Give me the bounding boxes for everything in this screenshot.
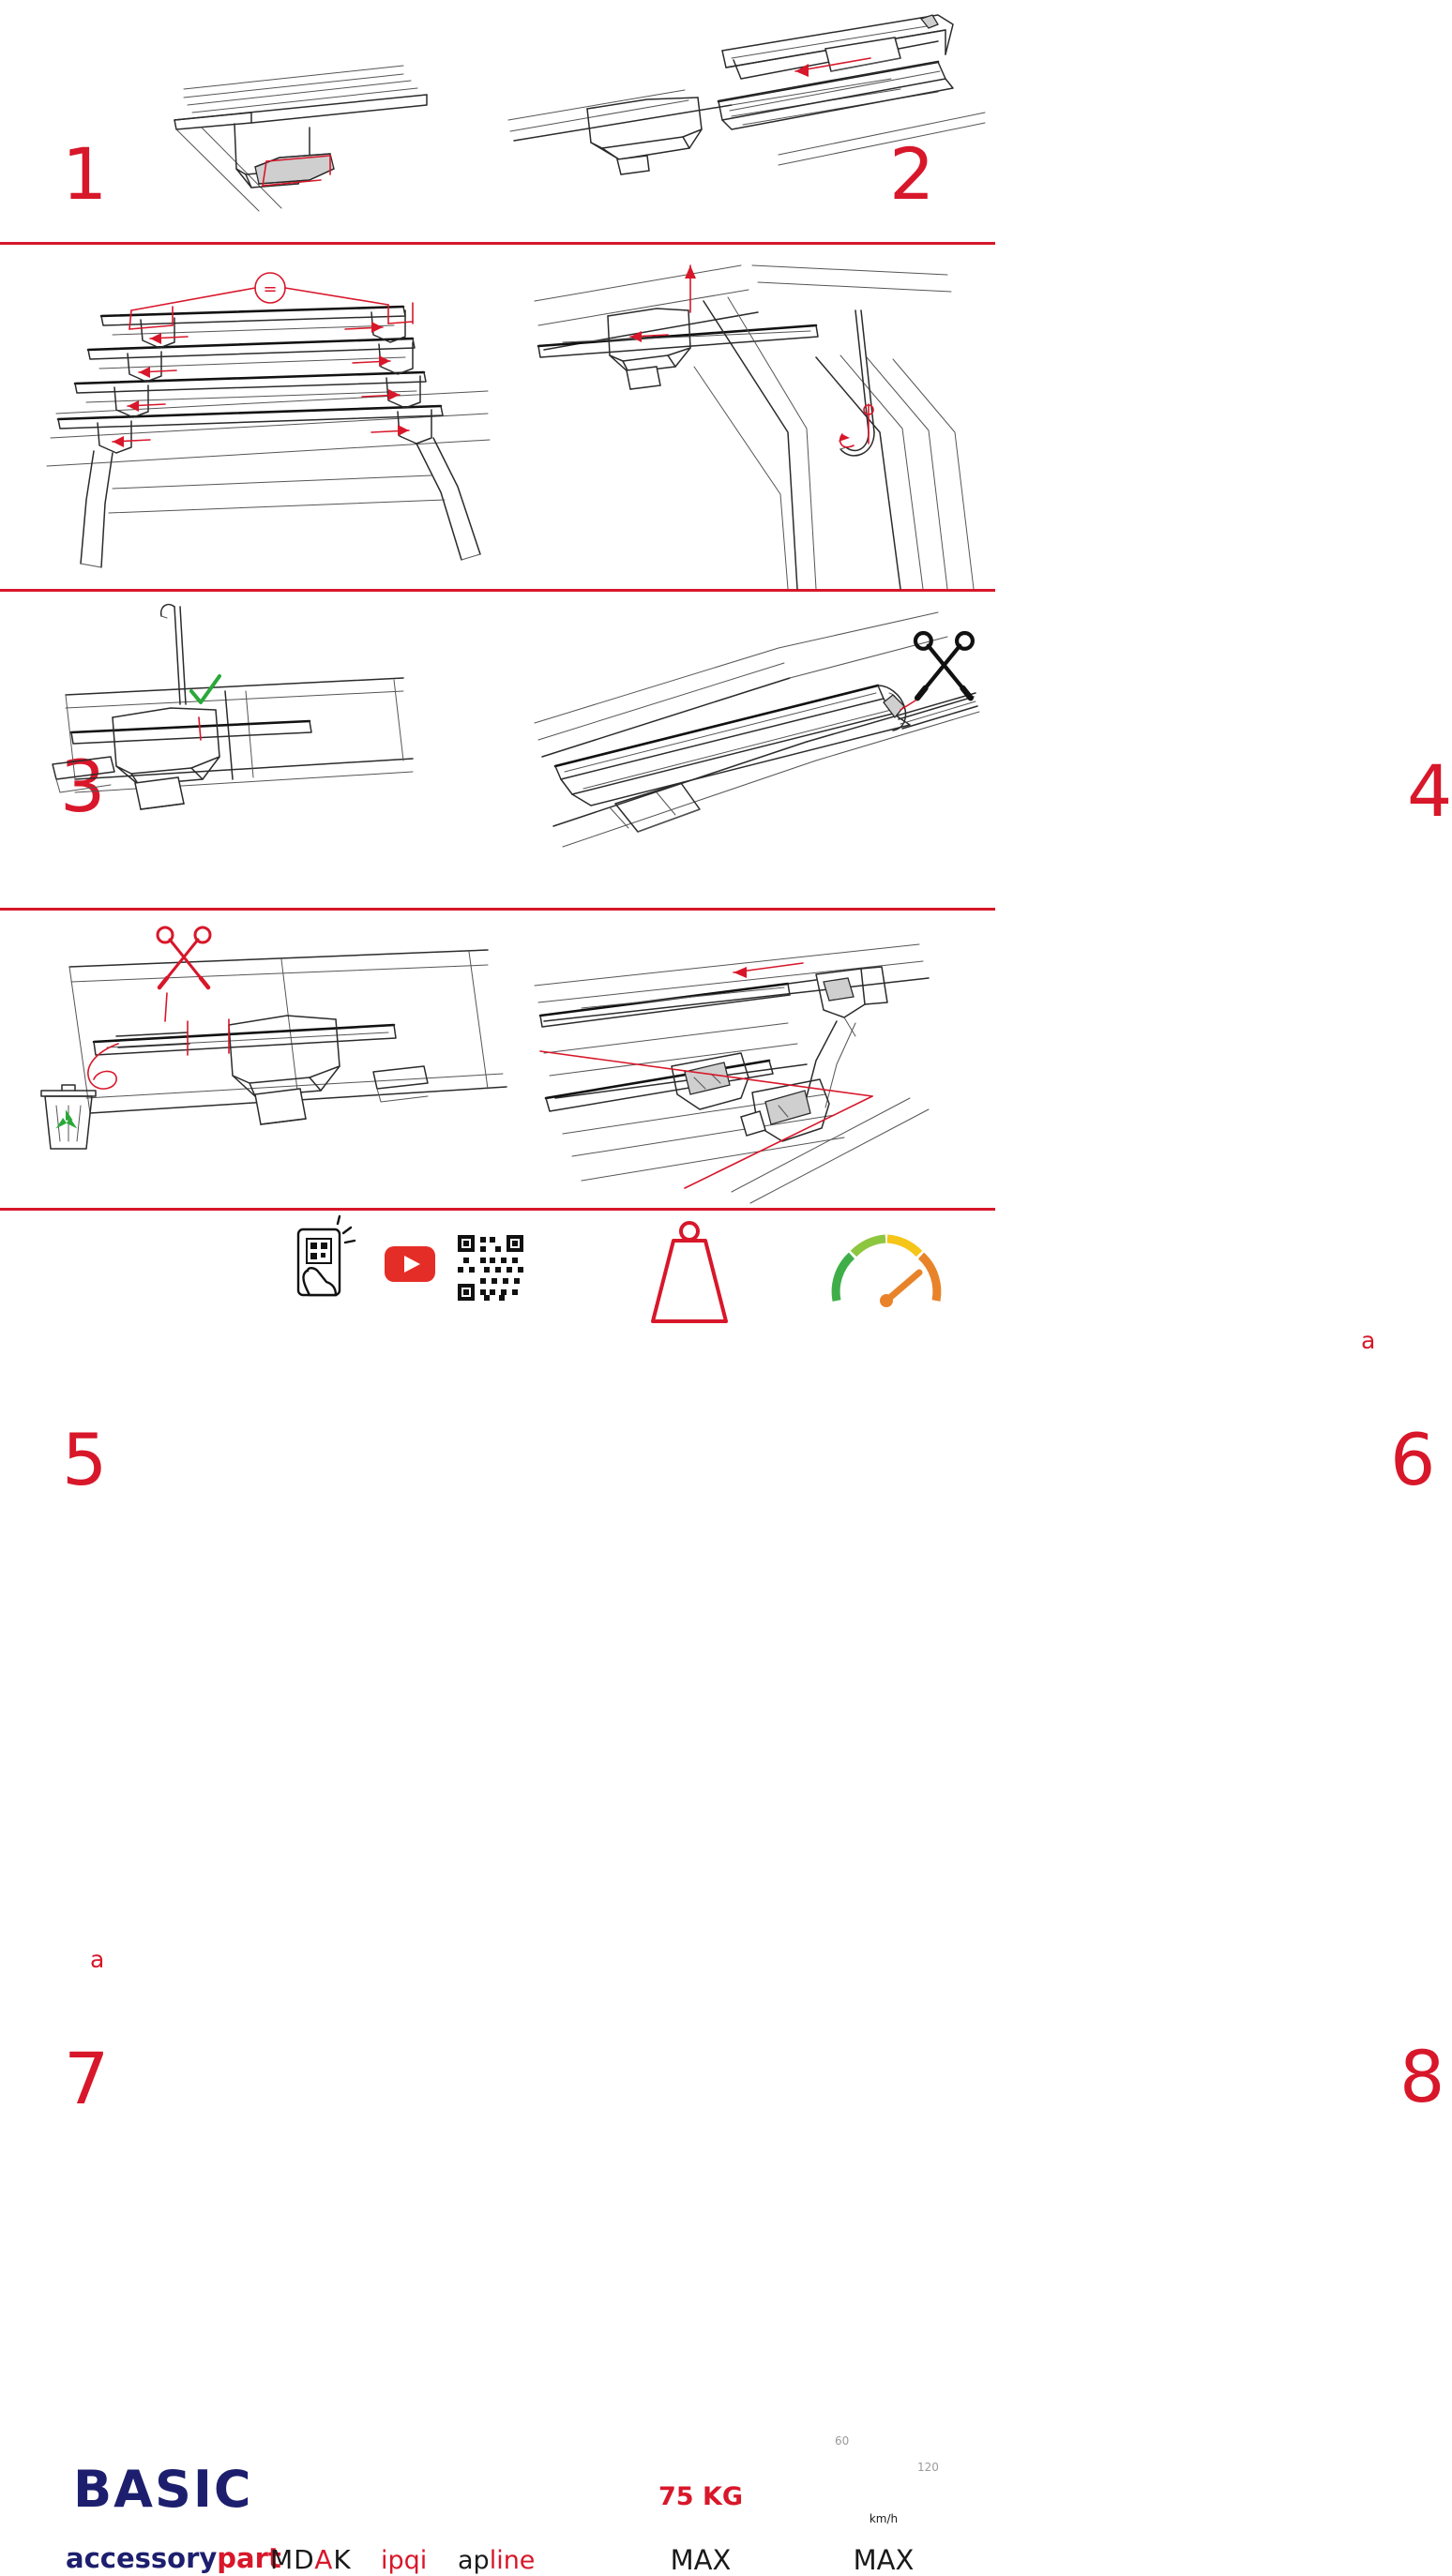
step-panel-8 [507, 911, 1445, 2118]
label-mdak [270, 2544, 352, 2575]
step-number-5: 5 [62, 1418, 108, 1501]
step-panel-4 [507, 245, 1452, 833]
step-panel-3 [0, 245, 507, 828]
load-limit-value: 75 KG [658, 2482, 744, 2511]
step-number-1: 1 [62, 132, 108, 216]
callout-a-step6: a [1361, 1327, 1376, 1354]
step-number-2: 2 [889, 132, 935, 216]
step-5-illustration [0, 592, 497, 908]
speed-unit-label: km/h [869, 2512, 899, 2525]
footer-bar [0, 1211, 995, 2576]
label-apline-accent: line [489, 2546, 536, 2575]
step-number-8: 8 [1399, 2035, 1445, 2118]
callout-a-step7: a [90, 1946, 105, 1973]
step-panel-7 [0, 911, 507, 2120]
label-mdak-prefix: MD [270, 2544, 315, 2575]
step-panel-5 [0, 592, 497, 1501]
label-mdak-suffix: K [333, 2544, 352, 2575]
step-number-4: 4 [1407, 749, 1452, 833]
brand-title: BASIC [73, 2460, 253, 2519]
speed-tick-low: 60 [835, 2434, 850, 2448]
brand-subtitle-accent: part [217, 2542, 281, 2574]
step-8-illustration [507, 911, 995, 1208]
label-apline [458, 2546, 535, 2575]
step-4-illustration [507, 245, 995, 589]
speed-limit-caption: MAX [853, 2544, 915, 2576]
brand-subtitle-dark: accessory [66, 2542, 218, 2574]
step-number-3: 3 [60, 745, 106, 828]
brand-subtitle [66, 2542, 281, 2574]
label-mdak-accent: A [314, 2544, 334, 2575]
step-number-7: 7 [64, 2037, 110, 2120]
step-panel-1 [0, 0, 497, 242]
step-6-illustration [497, 592, 995, 908]
step-7-illustration [0, 911, 507, 1208]
speed-tick-high: 120 [917, 2461, 939, 2474]
label-apline-dark: ap [458, 2546, 490, 2575]
step-panel-6 [497, 592, 1436, 1501]
step-panel-2 [497, 0, 995, 242]
load-limit-caption: MAX [670, 2544, 732, 2576]
label-ipqi: ipqi [381, 2546, 428, 2575]
svg-text:=: = [263, 279, 278, 299]
step-3-illustration [0, 245, 507, 589]
step-number-6: 6 [1390, 1418, 1436, 1501]
